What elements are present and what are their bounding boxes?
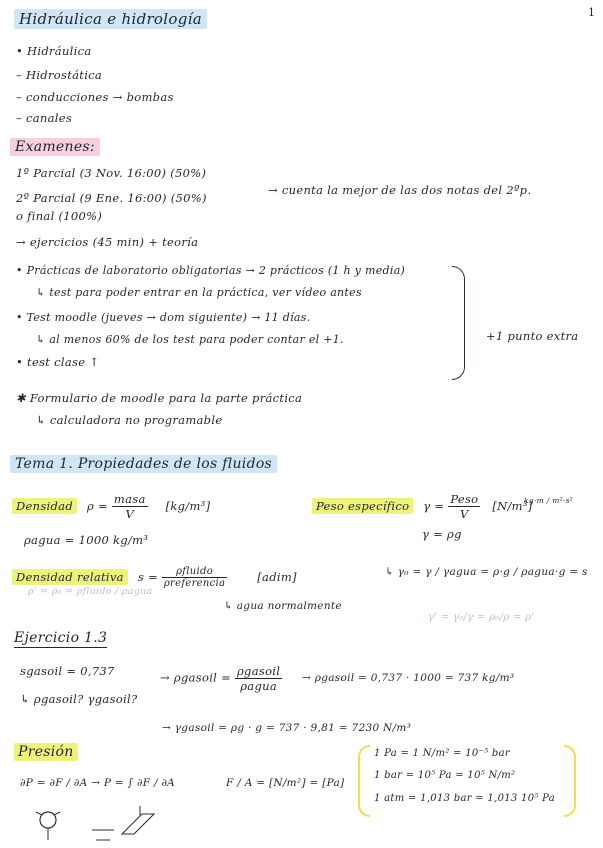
exam-final: o final (100%) (16, 209, 103, 223)
sketch-plane (122, 814, 154, 834)
rho-gasoil-eq: → ρgasoil = (160, 670, 235, 685)
unit-eq-2: 1 bar = 10⁵ Pa = 10⁵ N/m² (374, 770, 516, 781)
s-lhs: s = (137, 569, 158, 584)
lab-practices: • Prácticas de laboratorio obligatorias → 2 prácticos (1 h y media) (16, 264, 406, 277)
densidad-fraction (112, 492, 148, 521)
tema1-heading (10, 456, 277, 472)
presion-label: Presión (14, 743, 78, 761)
sketch-circle (40, 812, 56, 828)
topic-item-4: – canales (16, 111, 73, 125)
densidad-lhs: ρ = (86, 498, 108, 513)
agua-note: ↳ agua normalmente (224, 600, 342, 612)
units-right-brace (564, 745, 576, 817)
pressure-units: F / A = [N/m²] = [Pa] (226, 777, 345, 789)
page-title (14, 10, 207, 28)
densidad-row (12, 492, 210, 521)
unit-eq-3: 1 atm = 1,013 bar = 1,013 10⁵ Pa (374, 793, 555, 804)
rho-gasoil-numerator: ρgasoil (237, 664, 281, 678)
page-title-text: Hidráulica e hidrología (14, 9, 207, 29)
faint-rho-prime: ρ' = ρ₀ = ρfluido / ρagua (28, 586, 153, 597)
densidad-denominator: V (125, 507, 135, 521)
dens-rel-label: Densidad relativa (12, 569, 128, 585)
lab-practices-sub: ↳ test para poder entrar en la práctica, ver vídeo antes (36, 286, 362, 299)
ejercicio-heading: Ejercicio 1.3 (14, 630, 108, 646)
pressure-sketch (30, 806, 170, 846)
peso-fraction (448, 492, 480, 521)
exams-heading (10, 139, 100, 155)
presion-heading (14, 744, 78, 760)
exam-partial-2: 2º Parcial (9 Ene. 16:00) (50%) (16, 191, 207, 205)
gamma-relative: ↳ γ₀ = γ / γagua = ρ·g / ρagua·g = s (385, 566, 588, 578)
peso-row (312, 492, 533, 521)
topic-item-3: – conducciones → bombas (16, 90, 174, 104)
adim: [adim] (257, 569, 297, 584)
exam-note: → cuenta la mejor de las dos notas del 2ºp. (268, 183, 532, 197)
moodle-form: ✱ Formulario de moodle para la parte práctica (16, 391, 303, 405)
exams-heading-text: Examenes: (10, 138, 100, 156)
faint-gamma-prime: γ' = γ₀/γ = ρ₀/ρ = ρ' (428, 612, 535, 623)
exam-structure: → ejercicios (45 min) + teoría (16, 235, 199, 249)
densidad-numerator: masa (113, 492, 146, 506)
rho-gasoil-fraction (235, 664, 282, 693)
gamma-gasoil-calc: → γgasoil = ρg · g = 737 · 9,81 = 7230 N/m³ (162, 722, 412, 734)
pressure-derivative: ∂P = ∂F / ∂A → P = ∫ ∂F / ∂A (20, 777, 176, 789)
exam-partial-1: 1º Parcial (3 Nov. 16:00) (50%) (16, 166, 207, 180)
densidad-label: Densidad (12, 498, 77, 514)
rho-gasoil-denominator: ρagua (240, 679, 277, 693)
gamma-rho-g: γ = ρg (422, 527, 462, 541)
dens-rel-fraction (162, 566, 227, 589)
topic-item-2: – Hidrostática (16, 68, 103, 82)
moodle-form-sub: ↳ calculadora no programable (36, 413, 223, 427)
topic-item-1: • Hidráulica (16, 44, 92, 58)
units-left-brace (358, 745, 370, 817)
moodle-test: • Test moodle (jueves → dom siguiente) → 11 días. (16, 311, 311, 324)
tema1-heading-text: Tema 1. Propiedades de los fluidos (10, 455, 277, 473)
bonus-point: +1 punto extra (486, 329, 579, 343)
rho-gasoil-eq-row (160, 664, 282, 693)
peso-denominator: V (460, 507, 469, 521)
bonus-brace (452, 266, 465, 380)
rho-gasoil-calc: → ρgasoil = 0,737 · 1000 = 737 kg/m³ (302, 672, 515, 684)
peso-numerator: Peso (450, 492, 479, 506)
test-class: • test clase ↑ (16, 355, 100, 369)
dens-rel-numerator: ρfluido (162, 566, 227, 578)
densidad-units: [kg/m³] (165, 498, 211, 513)
peso-units: [N/m³] (492, 498, 533, 513)
moodle-test-sub: ↳ al menos 60% de los test para poder contar el +1. (36, 333, 344, 346)
s-gasoil: sgasoil = 0,737 (20, 664, 115, 678)
unit-eq-1: 1 Pa = 1 N/m² = 10⁻⁵ bar (374, 748, 510, 759)
gasoil-question: ↳ ρgasoil? γgasoil? (20, 692, 138, 706)
peso-units-2: kg·m / m²·s² (524, 496, 574, 505)
gamma-lhs: γ = (423, 498, 445, 513)
page-number: 1 (588, 6, 595, 19)
dens-rel-denominator: ρreferencia (163, 578, 226, 589)
rho-agua: ρagua = 1000 kg/m³ (24, 533, 149, 547)
peso-label: Peso específico (312, 498, 413, 514)
